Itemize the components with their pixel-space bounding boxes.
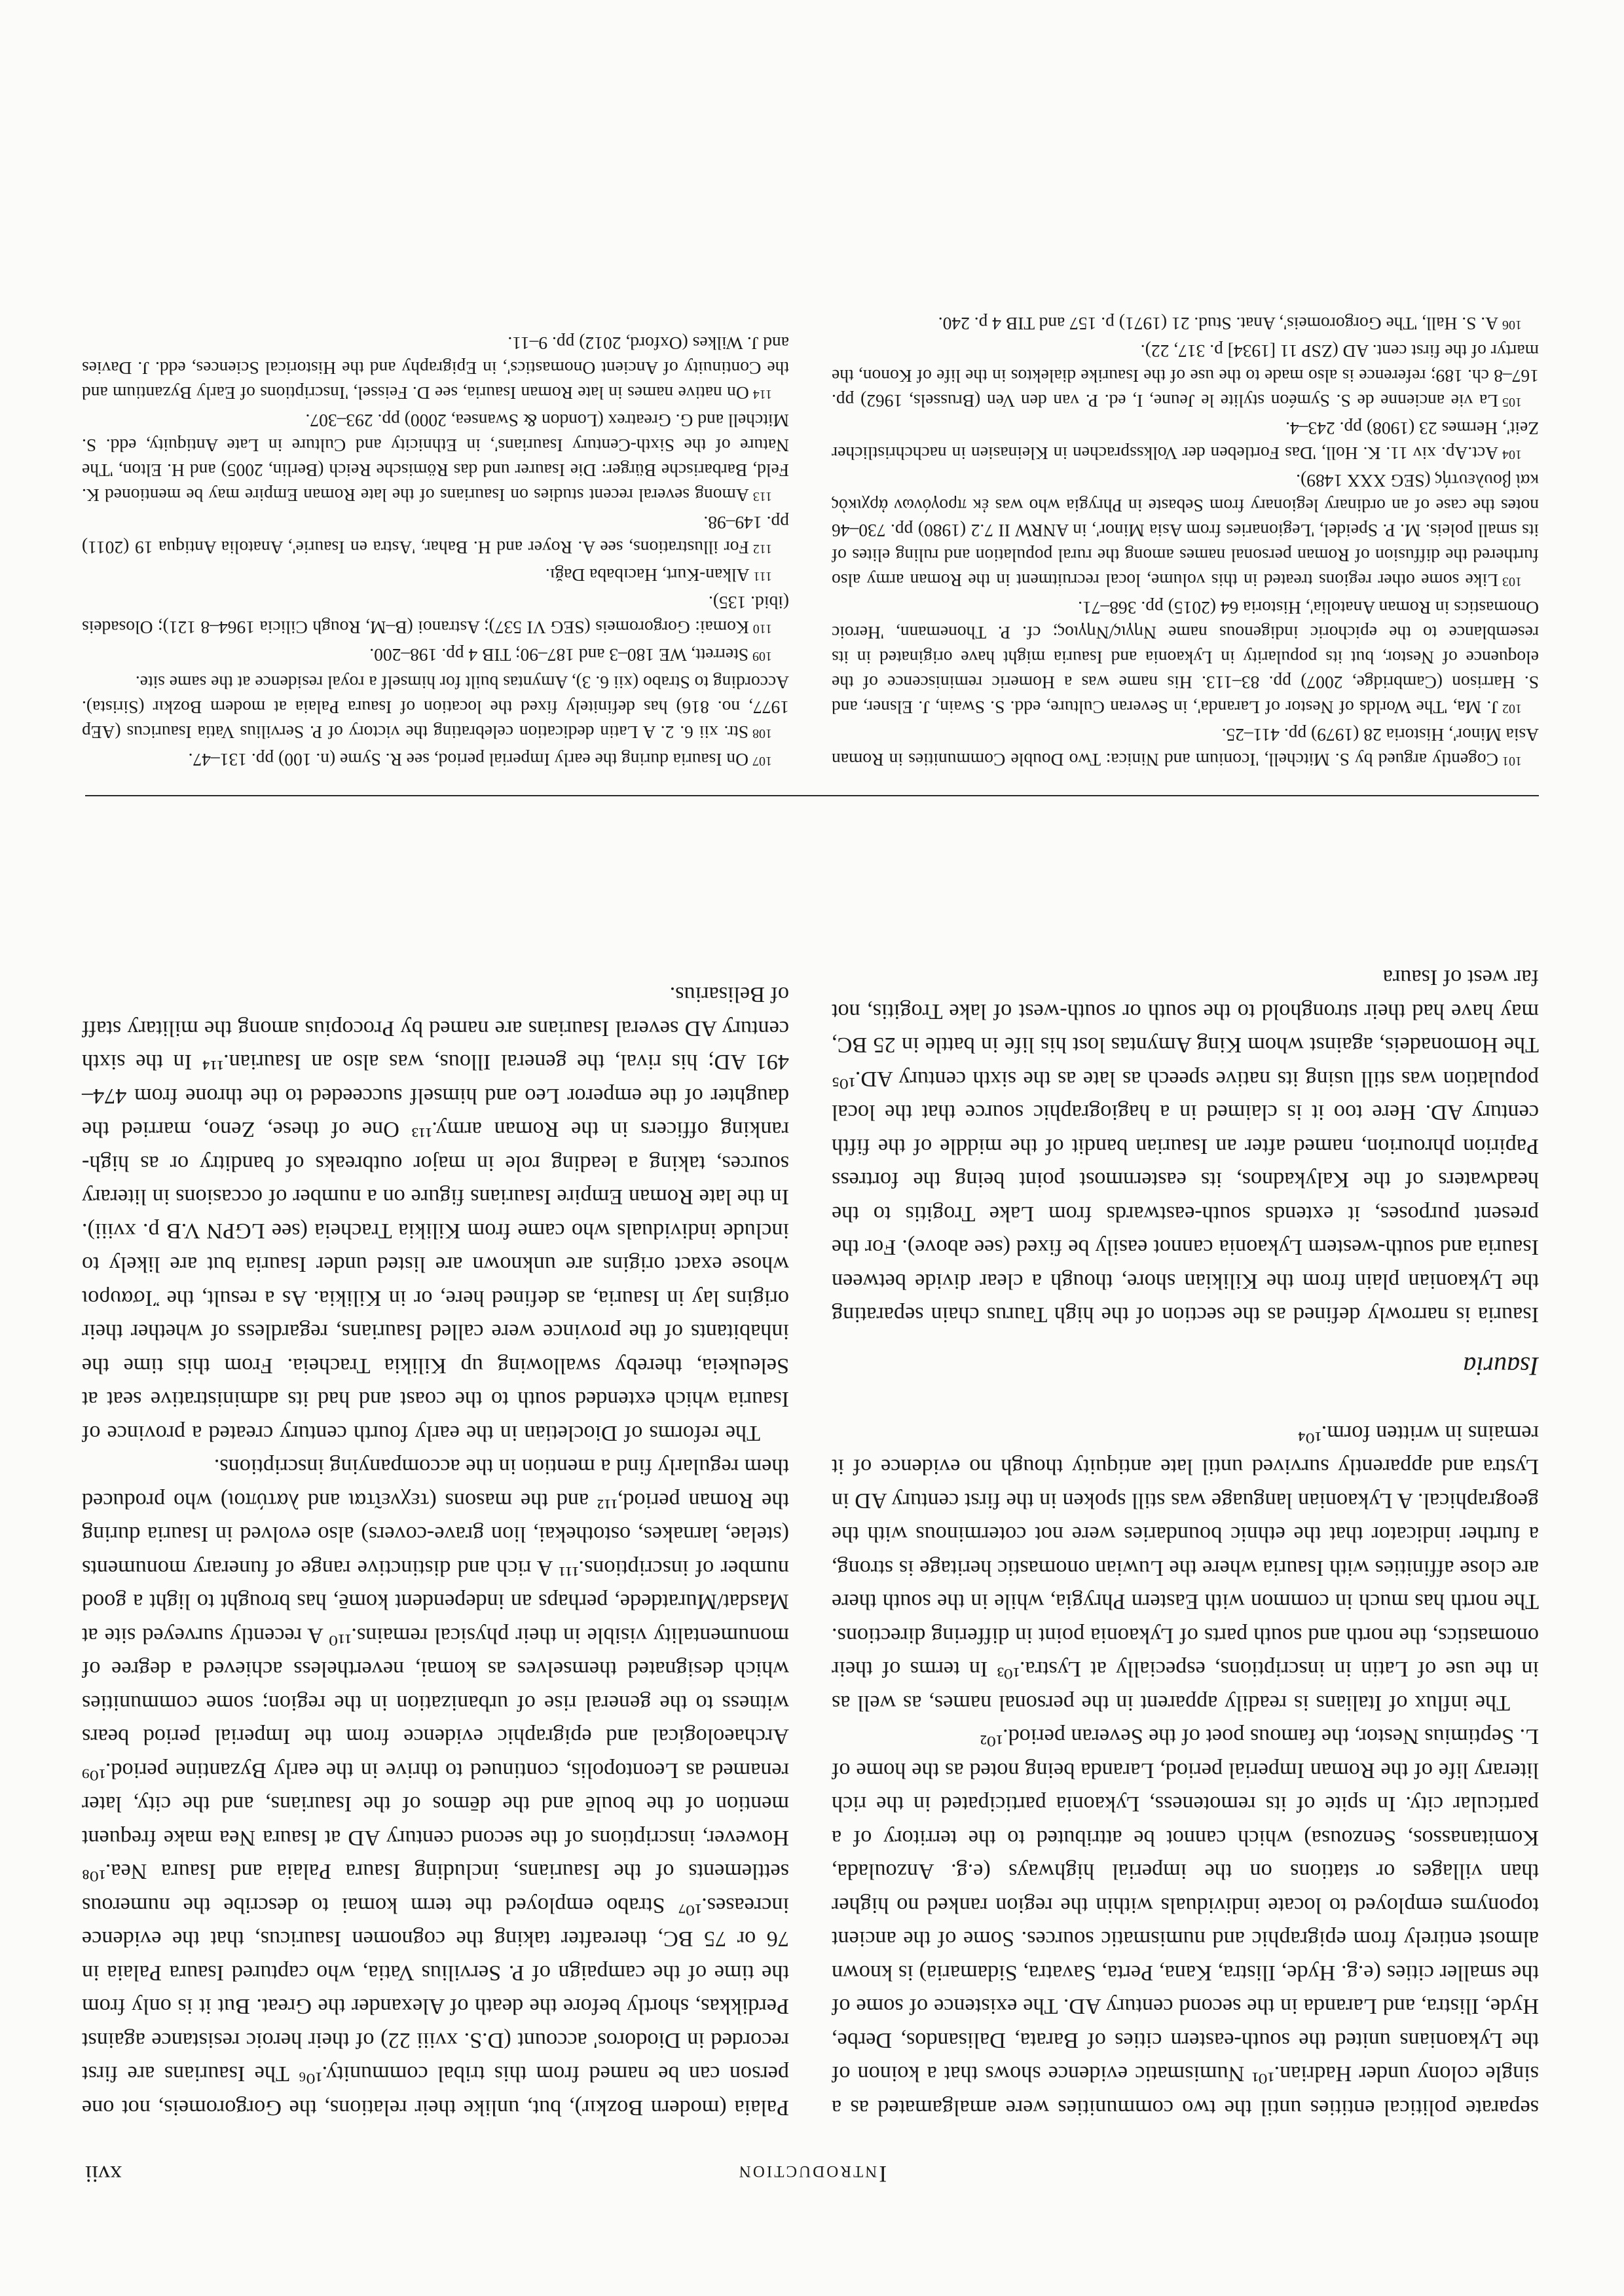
footnote-number: 113 xyxy=(752,489,772,504)
footnote-number: 114 xyxy=(752,387,772,401)
paragraph: Isauria is narrowly defined as the section of the high Taurus chain separating the Lykaonian plain from the Kilikian shore, though a clear divide between Isauria and south-western Lykaonia cannot easily be fixed (see above). For the present purposes, it extends south-eastwards from Lake Trogitis to the headwaters of the Kalykadnos, its easternmost point being the fortress Papirion phrourion, named after an Isaurian bandit of the middle of the fifth century AD. Here too it is claimed in a hagiographic source that the local population was still using its native speech as late as the sixth century AD.¹⁰⁵ The Homonadeis, against whom King Amyntas lost his life in battle in 25 BC, may have had their stronghold to the south or south-west of lake Trogitis, not far west of Isaura xyxy=(832,965,1539,1327)
left-column xyxy=(832,961,1539,2124)
footnote-number: 111 xyxy=(753,569,772,583)
footnote-text: Cogently argued by S. Mitchell, 'Iconium and Ninica: Two Double Communities in Roman Asia Minor', Historia 28 (1979) pp. 411–25. xyxy=(832,725,1539,770)
footnote xyxy=(82,563,789,589)
footnotes-left xyxy=(832,310,1539,773)
footnote-number: 101 xyxy=(1502,754,1522,768)
footnote-number: 104 xyxy=(1502,447,1522,462)
footnote-number: 112 xyxy=(752,542,772,556)
footnote xyxy=(82,747,789,773)
footnote-text: For illustrations, see A. Royer and H. Bahar, 'Astra en Isaurie', Anatolia Antiqua 19 (2011) pp. 149–98. xyxy=(82,513,789,558)
footnote xyxy=(82,408,789,509)
footnote xyxy=(832,339,1539,415)
footnote-number: 103 xyxy=(1502,574,1522,589)
footnote xyxy=(82,642,789,669)
running-title: Introduction xyxy=(737,2161,887,2187)
footnote xyxy=(82,590,789,641)
footnote xyxy=(832,722,1539,773)
footnote-number: 108 xyxy=(752,726,772,741)
footnote xyxy=(82,331,789,407)
footnote-text: Act.Ap. xiv 11. K. Holl, 'Das Fortleben der Volkssprachen in Kleinasien in nachchristlicher Zeit', Hermes 23 (1908) pp. 243–4. xyxy=(832,418,1539,464)
paragraph: The influx of Italians is readily apparent in the personal names, as well as in the use of Latin in inscriptions, especially at Lystra.¹⁰³ In terms of their onomastics, the north and south parts of Lykaonia point in differing directions. The north has much in common with Eastern Phrygia, while in the south there are close affinities with Isauria where the Luwian onomastic heritage is strong, a further indicator that the ethnic boundaries were not coterminous with the geographical. A Lykaonian language was still spoken in the first century AD in Lystra and apparently survived until late antiquity though no evidence of it remains in written form.¹⁰⁴ xyxy=(832,1421,1539,1715)
footnote-text: Komai: Gorgoromeis (SEG VI 537); Astranoi (B–M, Rough Cilicia 1964–8 121); Olosadeis (ibid. 135). xyxy=(82,593,789,638)
paragraph: separate political entities until the two communities were amalgamated as a single colony under Hadrian.¹⁰¹ Numismatic evidence shows that a koinon of the Lykaonians united the south-eastern cities of Barata, Dalisandos, Derbe, Hyde, Ilistra, and Laranda in the second century AD. The existence of some of the smaller cities (e.g. Hyde, Ilistra, Kana, Perta, Savatra, Sidamaria) is known almost entirely from epigraphic and numismatic sources. Some of the ancient toponyms employed to locate individuals within the region ranked no higher than villages or stations on the imperial highways (e.g. Anzoulada, Komitanassos, Senzousa) which cannot be attributed to the territory of a particular city. In spite of its remoteness, Lykaonia participated in the rich literary life of the Roman Imperial period, Laranda being noted as the home of L. Septimius Nestor, the famous poet of the Severan period.¹⁰² xyxy=(832,1724,1539,2120)
page-number: xvii xyxy=(85,2161,122,2187)
footnote-text: On native names in late Roman Isauria, see D. Feissel, 'Inscriptions of Early Byzantium and the Continuity of Ancient Onomastics', in Epigraphy and the Historical Sciences, edd. J. Davies and J. Wilkes (Oxford, 2012) pp. 9–11. xyxy=(82,333,789,403)
paragraph: The reforms of Diocletian in the early fourth century created a province of Isauria which extended south to the coast and had its administrative seat at Seleukeia, thereby swallowing up Kilikia Tracheia. From this time the inhabitants of the province were called Isaurians, regardless of whether their origins lay in Isauria, as defined here, or in Kilikia. As a result, the Ἴσαυροι whose exact origins are unknown are listed under Isauria but are likely to include individuals who came from Kilikia Tracheia (see LGPN V.B p. xviii). In the late Roman Empire Isaurians figure on a number of occasions in literary sources, taking a leading role in major outbreaks of banditry or as high-ranking officers in the Roman army.¹¹³ One of these, Zeno, married the daughter of the emperor Leo and himself succeeded to the throne from 474–491 AD; his rival, the general Illous, was also an Isaurian.¹¹⁴ In the sixth century AD several Isaurians are named by Procopius among the military staff of Belisarius. xyxy=(82,982,789,1445)
footnote xyxy=(832,311,1539,337)
footnote-number: 105 xyxy=(1502,395,1522,409)
footnote-text: On Isauria during the early Imperial period, see R. Syme (n. 100) pp. 131–47. xyxy=(188,750,748,770)
footnote-text: Among several recent studies on Isaurians of the late Roman Empire may be mentioned K. Feld, Barbarische Bürger: Die Isaurer und das Römische Reich (Berlin, 2005) and H. Elton, 'The Nature of the Sixth-Century Isaurians', in Ethnicity and Culture in Late Antiquity, edd. S. Mitchell and G. Greatrex (London & Swansea, 2000) pp. 293–307. xyxy=(82,411,789,506)
footnote-text: A. S. Hall, 'The Gorgoromeis', Anat. Stud. 21 (1971) p. 157 and TIB 4 p. 240. xyxy=(938,314,1498,334)
footnote-number: 110 xyxy=(752,621,772,636)
footnote-number: 102 xyxy=(1502,701,1522,716)
section-heading: Isauria xyxy=(1463,1352,1539,1382)
footnote-number: 106 xyxy=(1502,318,1522,332)
running-header xyxy=(85,2155,1539,2188)
footnote xyxy=(82,510,789,561)
footnote-text: Str. xii 6. 2. A Latin dedication celebrating the victory of P. Servilius Vatia Isauricus (AEp 1977, no. 816) has definitely fixed the location of Isaura Palaia at modern Bozkır (Sirista). According to Strabo (xii 6. 3), Amyntas built for himself a royal residence at the same site. xyxy=(82,673,789,743)
footnote xyxy=(82,670,789,746)
footnote-number: 107 xyxy=(752,754,772,768)
footnote-text: J. Ma, 'The Worlds of Nestor of Laranda', in Severan Culture, edd. S. Swain, J. Elsner, and S. Harrison (Cambridge, 2007) pp. 83–113. His name was a Homeric reminiscence of the eloquence of Nestor, but its popularity in Lykaonia and Isauria might have originated in its resemblance to the epichoric indigenous name Νηγις/Νηγιος; cf. P. Thonemann, 'Heroic Onomastics in Roman Anatolia', Historia 64 (2015) pp. 368–71. xyxy=(832,598,1539,718)
footnote-rule xyxy=(85,795,1539,796)
footnote-text: Sterrett, WE 180–3 and 187–90; TIB 4 pp. 198–200. xyxy=(369,645,748,665)
footnote-text: Like some other regions treated in this volume, local recruitment in the Roman army also furthered the diffusion of Roman personal names among the rural population and ruling elites of its small poleis. M. P. Speidel, 'Legionaries from Asia Minor', in ANRW II 7.2 (1980) pp. 730–46 notes the case of an ordinary legionary from Sebaste in Phrygia who was ἐκ προγόνων ἀρχικὸς καὶ βουλευτής (SEG XXX 1489). xyxy=(832,471,1539,591)
footnote-text: Alkan-Kurt, Hacıbaba Dağı. xyxy=(545,565,750,585)
right-column xyxy=(82,978,789,2124)
footnote-text: La vie ancienne de S. Syméon stylite le Jeune, I, ed. P. van den Ven (Brussels, 1962) pp. 167–8 ch. 189; reference is also made to the use of the Isaurike dialektos in the life of Konon, the martyr of the first cent. AD (ZSP 11 [1934] p. 317, 22). xyxy=(832,341,1539,411)
footnotes-right xyxy=(82,329,789,773)
footnote xyxy=(832,595,1539,721)
footnote xyxy=(832,416,1539,467)
footnote xyxy=(832,468,1539,594)
footnote-number: 109 xyxy=(752,649,772,663)
paragraph: Palaia (modern Bozkır), but, unlike their relations, the Gorgoromeis, not one person can be named from this tribal community.¹⁰⁶ The Isaurians are first recorded in Diodoros' account (D.S. xviii 22) of their heroic resistance against Perdikkas, shortly before the death of Alexander the Great. But it is only from the time of the campaign of P. Servilius Vatia, who captured Isaura Palaia in 76 or 75 BC, thereafter taking the cognomen Isauricus, that the evidence increases.¹⁰⁷ Strabo employed the term komai to describe the numerous settlements of the Isaurians, including Isaura Palaia and Isaura Nea.¹⁰⁸ However, inscriptions of the second century AD at Isaura Nea make frequent mention of the boulē and the dēmos of the Isaurians, and the city, later renamed as Leontopolis, continued to thrive in the early Byzantine period.¹⁰⁹ Archaeological and epigraphic evidence from the Imperial period bears witness to the general rise of urbanization in the region; some communities which designated themselves as komai, nevertheless achieved a degree of monumentality visible in their physical remains.¹¹⁰ A recently surveyed site at Masdat/Muratdede, perhaps an independent komē, has brought to light a good number of inscriptions.¹¹¹ A rich and distinctive range of funerary monuments (stelae, larnakes, ostothekai, lion grave-covers) also evolved in Isauria during the Roman period,¹¹² and the masons (τεχνεῖται and λατύποι) who produced them regularly find a mention in the accompanying inscriptions. xyxy=(82,1454,789,2120)
